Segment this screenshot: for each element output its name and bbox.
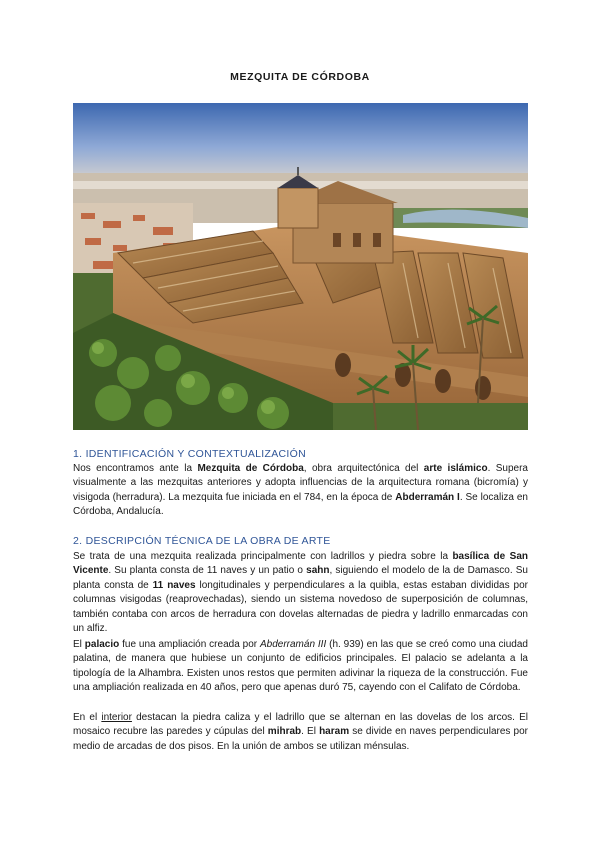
paragraph-palacio [73,638,528,696]
mosque-aerial-photo [73,103,528,430]
underlined-term: interior [101,712,132,723]
bold-term: arte islámico [423,463,488,474]
text-run: Se trata de una mezquita realizada principalmente con ladrillos y piedra sobre la [73,551,453,562]
text-run: destacan la piedra caliza y el ladrillo que se alternan en las dovelas de los arcos. El mosaico recubre las paredes y cúpulas del [73,712,529,738]
paragraph-basilica [73,550,528,636]
text-run: En el [73,712,102,723]
text-run: (h. 939) en las que se creó como una ciudad palatina, de manera que hubiese un conjunto de edificios principales. El palacio se adelanta a la tipología de la Alhambra. Existen unos restos que permiten adivinar la riqueza de la construcción. Fue una ampliación realizada en 40 años, pero que apenas duró 75, cayendo con el Califato de Córdoba. [73,639,528,694]
italic-term: Abderramán III [259,639,327,650]
text-run: fue una ampliación creada por [119,639,260,650]
bold-term: haram [319,726,350,738]
bold-term: sahn [306,565,330,577]
document-title: MEZQUITA DE CÓRDOBA [230,71,370,83]
text-run: . Se localiza en Córdoba, Andalucía. [73,491,528,518]
text-run: . Supera visualmente a las mezquitas anteriores y adopta influencias de la arquitectura romana (bicromía) y visigoda (herradura). La mezquita fue iniciada en el 784, en la época de [73,463,528,503]
text-run: . El [301,726,320,738]
text-run: . Su planta consta de 11 naves y un patio o [108,565,307,577]
section-heading-identificacion: 1. IDENTIFICACIÓN Y CONTEXTUALIZACIÓN [73,448,306,460]
bold-term: basílica de San Vicente [73,551,528,577]
bold-term: palacio [84,639,120,650]
text-run: El [73,639,85,650]
text-run: se divide en naves perpendiculares por medio de arcadas de dos pisos. En la unión de ambos se utilizan ménsulas. [73,726,528,752]
bold-term: 11 naves [152,579,196,591]
text-run: Nos encontramos ante la [73,463,198,474]
text-run: longitudinales y perpendiculares a la quibla, estas estaban divididas por columnas visigodas (reaprovechadas), siendo un sistema novedoso de superposición de columnas, también contaba con arcos de herradura con dovelas alternadas de piedra y ladrillo enmarcadas con un alfiz. [73,579,528,635]
bold-term: Mezquita de Córdoba [197,463,304,474]
text-run: , siguiendo el modelo de la de Damasco. Su planta consta de [73,565,528,591]
paragraph-identificacion [73,462,528,520]
section-heading-descripcion: 2. DESCRIPCIÓN TÉCNICA DE LA OBRA DE ARTE [73,535,331,547]
bold-term: mihrab [267,726,302,738]
text-run: , obra arquitectónica del [303,463,424,474]
paragraph-interior [73,711,528,754]
bold-term: Abderramán I [395,491,460,503]
